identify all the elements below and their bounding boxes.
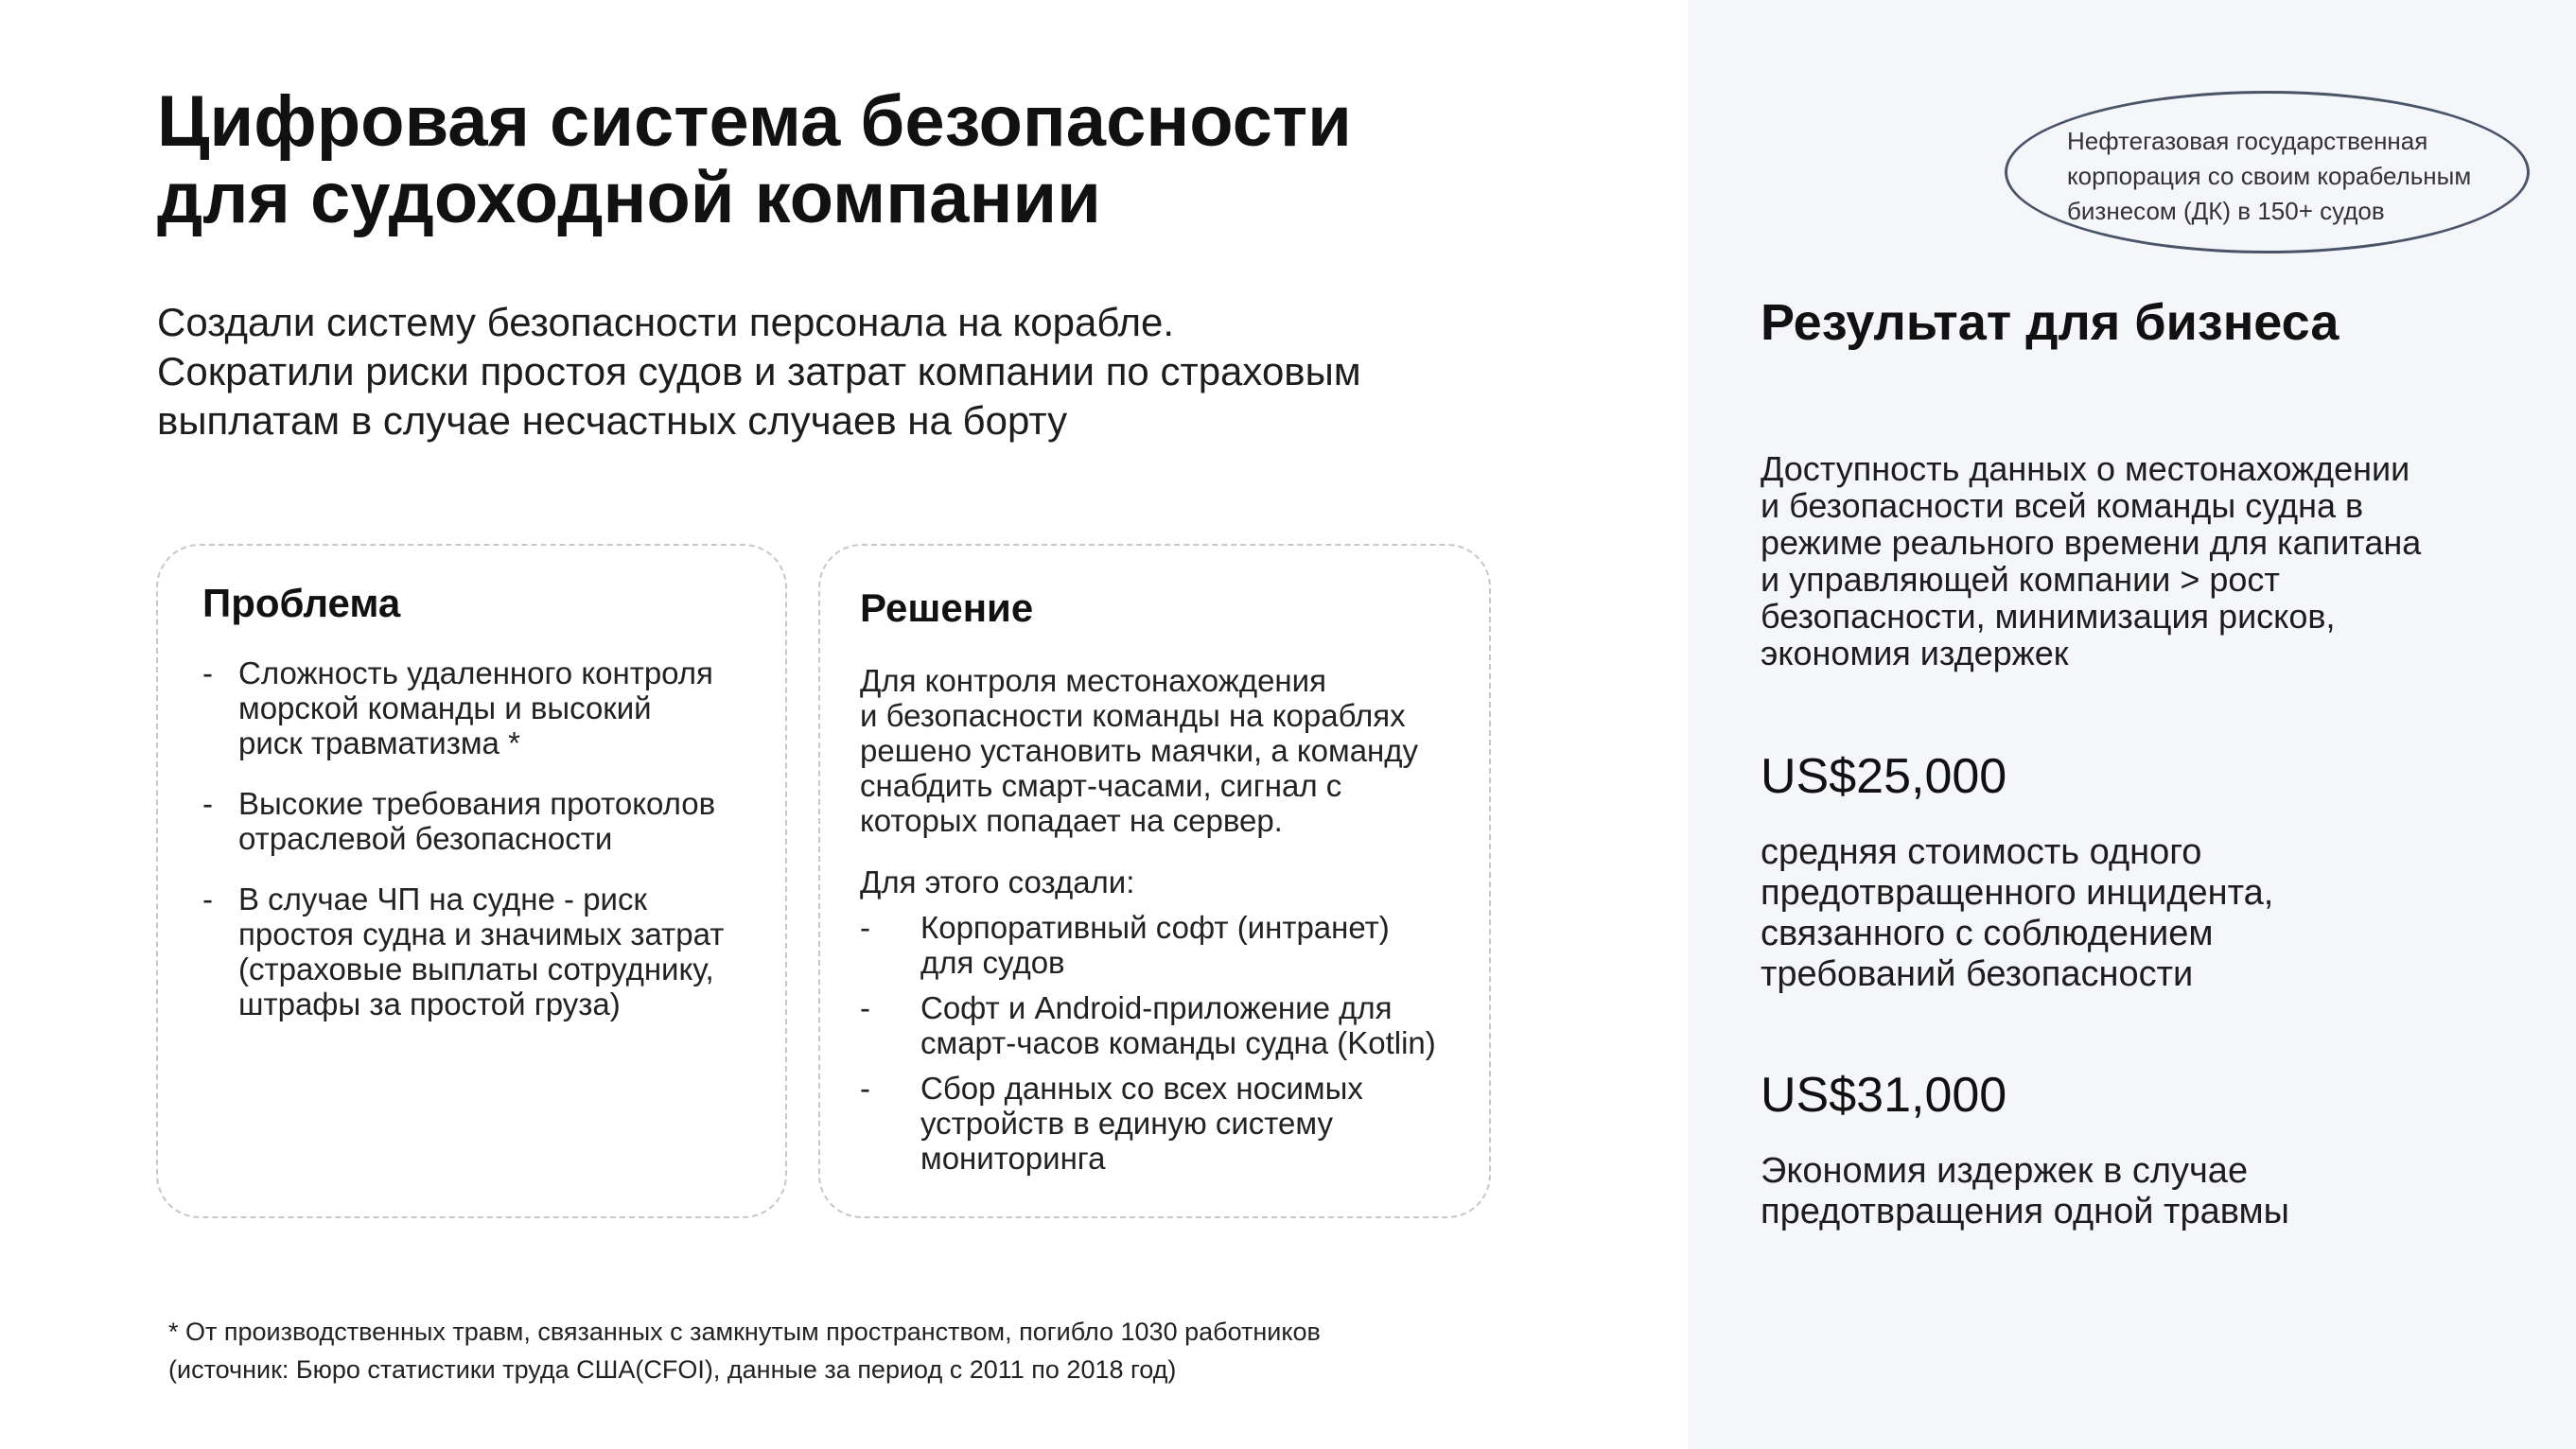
client-note (2067, 124, 2471, 229)
results-description (1761, 450, 2421, 672)
solution-list (860, 910, 1436, 1186)
solution-text-line: решено установить маячки, а команду (860, 733, 1419, 768)
problem-card (156, 544, 787, 1218)
results-description-line: и управляющей компании > рост (1761, 560, 2280, 599)
list-item-line: для судов (920, 945, 1065, 980)
results-description-line: Доступность данных о местонахождении (1761, 449, 2410, 488)
page-title (157, 83, 1576, 236)
metric-value: US$25,000 (1761, 749, 2007, 804)
list-item-line: простоя судна и значимых затрат (238, 917, 725, 951)
list-item (860, 990, 1436, 1060)
list-item-line: В случае ЧП на судне - риск (238, 882, 647, 917)
problem-list (202, 655, 724, 1047)
footnote-line: (источник: Бюро статистики труда США(CFOI), данные за период с 2011 по 2018 год) (168, 1355, 1177, 1384)
list-item-line: Высокие требования протоколов (238, 786, 716, 821)
metric-value: US$31,000 (1761, 1068, 2007, 1123)
metric-description (1761, 1151, 2289, 1232)
solution-text-line: Для контроля местонахождения (860, 663, 1326, 698)
bullet-marker: - (860, 910, 870, 945)
solution-text-line: и безопасности команды на кораблях (860, 698, 1406, 733)
list-item-line: Сложность удаленного контроля (238, 655, 713, 690)
client-note-line: корпорация со своим корабельным (2067, 162, 2472, 190)
list-item-line: риск травматизма * (238, 725, 520, 760)
metric-description-line: требований безопасности (1761, 954, 2194, 994)
results-heading: Результат для бизнеса (1761, 294, 2339, 351)
list-item (860, 910, 1436, 980)
metric-description-line: предотвращенного инцидента, (1761, 873, 2274, 913)
list-item-line: отраслевой безопасности (238, 821, 613, 856)
list-item-line: устройств в единую систему (920, 1106, 1333, 1141)
intro-line: Создали систему безопасности персонала на корабле. (157, 300, 1175, 344)
list-item-line: мониторинга (920, 1141, 1106, 1176)
list-item-line: Корпоративный софт (интранет) (920, 910, 1390, 945)
list-item (202, 882, 724, 1021)
bullet-marker: - (860, 1071, 870, 1106)
list-item-line: Сбор данных со всех носимых (920, 1071, 1363, 1106)
metric-description-line: средняя стоимость одного (1761, 832, 2202, 872)
metric-description (1761, 832, 2273, 995)
bullet-marker: - (202, 786, 213, 821)
list-item (860, 1071, 1436, 1176)
list-item-line: (страховые выплаты сотруднику, (238, 951, 714, 986)
metric-description-line: предотвращения одной травмы (1761, 1192, 2289, 1231)
list-item (202, 786, 724, 856)
list-item-line: Софт и Android-приложение для (920, 990, 1393, 1025)
metric-description-line: связанного с соблюдением (1761, 914, 2214, 953)
page-title-line: для судоходной компании (157, 158, 1101, 238)
problem-heading: Проблема (202, 581, 401, 625)
client-note-line: Нефтегазовая государственная (2067, 127, 2428, 155)
list-item-line: штрафы за простой груза) (238, 986, 621, 1021)
client-note-line: бизнесом (ДК) в 150+ судов (2067, 197, 2385, 225)
bullet-marker: - (202, 655, 213, 690)
solution-text-line: снабдить смарт-часами, сигнал с (860, 768, 1342, 803)
solution-subheading: Для этого создали: (860, 864, 1135, 899)
bullet-marker: - (202, 882, 213, 917)
results-description-line: режиме реального времени для капитана (1761, 523, 2422, 562)
solution-text-line: которых попадает на сервер. (860, 803, 1283, 838)
page-title-line: Цифровая система безопасности (157, 81, 1352, 162)
list-item-line: морской команды и высокий (238, 690, 652, 725)
list-item (202, 655, 724, 760)
solution-heading: Решение (860, 585, 1034, 630)
solution-text (860, 663, 1418, 838)
metric-description-line: Экономия издержек в случае (1761, 1151, 2249, 1191)
footnote-line: * От производственных травм, связанных с замкнутым пространством, погибло 1030 работников (168, 1318, 1321, 1346)
results-description-line: безопасности, минимизация рисков, (1761, 597, 2336, 636)
intro-line: Сократили риски простоя судов и затрат компании по страховым (157, 349, 1361, 393)
solution-card (818, 544, 1491, 1218)
footnote (168, 1313, 1321, 1388)
results-description-line: и безопасности всей команды судна в (1761, 486, 2364, 525)
bullet-marker: - (860, 990, 870, 1025)
results-description-line: экономия издержек (1761, 634, 2069, 672)
intro-line: выплатам в случае несчастных случаев на борту (157, 398, 1068, 443)
intro-text (157, 298, 1576, 445)
list-item-line: смарт-часов команды судна (Kotlin) (920, 1025, 1436, 1060)
